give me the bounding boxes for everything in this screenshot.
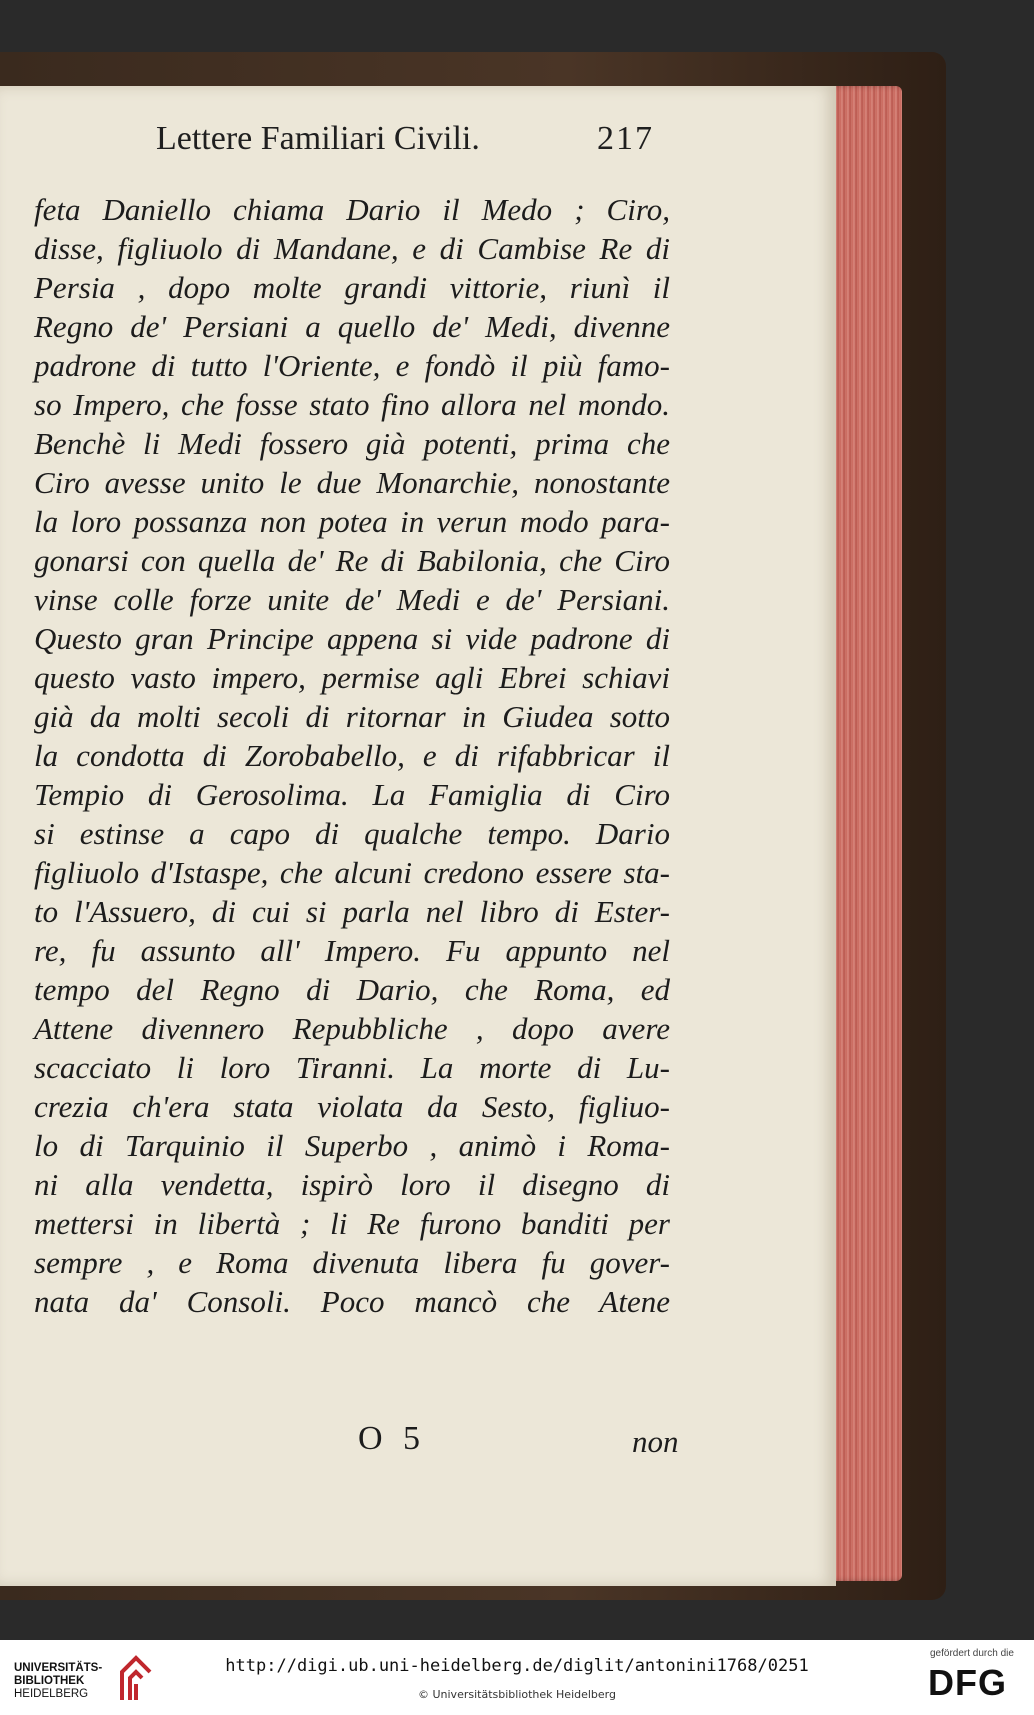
text-line: nata da' Consoli. Poco mancò che Atene	[34, 1284, 670, 1319]
dfg-logo: DFG	[928, 1662, 1007, 1703]
text-line: gonarsi con quella de' Re di Babilonia, che Ciro	[34, 543, 670, 578]
text-line: Attene divennero Repubbliche , dopo avere	[34, 1011, 670, 1046]
copyright-notice: © Universitätsbibliothek Heidelberg	[417, 1688, 616, 1701]
text-line: feta Daniello chiama Dario il Medo ; Ciro,	[34, 192, 670, 227]
running-head-title: Lettere Familiari Civili.	[156, 120, 480, 157]
text-line: Benchè li Medi fossero già potenti, prima che	[34, 426, 670, 461]
text-line: padrone di tutto l'Oriente, e fondò il più famo-	[34, 348, 670, 383]
page-number: 217	[597, 120, 654, 157]
text-line: figliuolo d'Istaspe, che alcuni credono essere sta-	[34, 855, 670, 890]
running-head	[0, 120, 836, 170]
library-name-line: BIBLIOTHEK	[14, 1675, 85, 1687]
catchword: non	[632, 1424, 679, 1459]
text-line: Questo gran Principe appena si vide padrone di	[34, 621, 670, 656]
text-line: re, fu assunto all' Impero. Fu appunto nel	[34, 933, 670, 968]
text-line: mettersi in libertà ; li Re furono banditi per	[34, 1206, 670, 1241]
text-line: la loro possanza non potea in verun modo para-	[34, 504, 670, 539]
text-line: disse, figliuolo di Mandane, e di Cambise Re di	[34, 231, 670, 266]
text-line: Persia , dopo molte grandi vittorie, riunì il	[34, 270, 670, 305]
text-line: scacciato li loro Tiranni. La morte di Lu-	[34, 1050, 670, 1085]
permalink[interactable]: http://digi.ub.uni-heidelberg.de/diglit/antonini1768/0251	[225, 1656, 809, 1676]
text-line: tempo del Regno di Dario, che Roma, ed	[34, 972, 670, 1007]
text-line: so Impero, che fosse stato fino allora nel mondo.	[34, 387, 670, 422]
library-name-line: HEIDELBERG	[14, 1688, 89, 1700]
text-line: si estinse a capo di qualche tempo. Dario	[34, 816, 670, 851]
text-line: to l'Assuero, di cui si parla nel libro di Ester-	[34, 894, 670, 929]
text-line: Ciro avesse unito le due Monarchie, nonostante	[34, 465, 670, 500]
text-line: ni alla vendetta, ispirò loro il disegno di	[34, 1167, 670, 1202]
text-line: la condotta di Zorobabello, e di rifabbricar il	[34, 738, 670, 773]
text-line: crezia ch'era stata violata da Sesto, figliuo-	[34, 1089, 670, 1124]
text-line: Tempio di Gerosolima. La Famiglia di Ciro	[34, 777, 670, 812]
library-name-line: UNIVERSITÄTS-	[14, 1662, 103, 1674]
text-line: già da molti secoli di ritornar in Giudea sotto	[34, 699, 670, 734]
text-line: sempre , e Roma divenuta libera fu gover-	[34, 1245, 670, 1280]
signature-mark: O 5	[358, 1420, 427, 1457]
text-line: lo di Tarquinio il Superbo , animò i Roma-	[34, 1128, 670, 1163]
text-line: vinse colle forze unite de' Medi e de' Persiani.	[34, 582, 670, 617]
text-line: Regno de' Persiani a quello de' Medi, divenne	[34, 309, 670, 344]
footer-bar	[0, 1640, 1034, 1715]
funding-note: gefördert durch die	[930, 1648, 1014, 1659]
text-line: questo vasto impero, permise agli Ebrei schiavi	[34, 660, 670, 695]
